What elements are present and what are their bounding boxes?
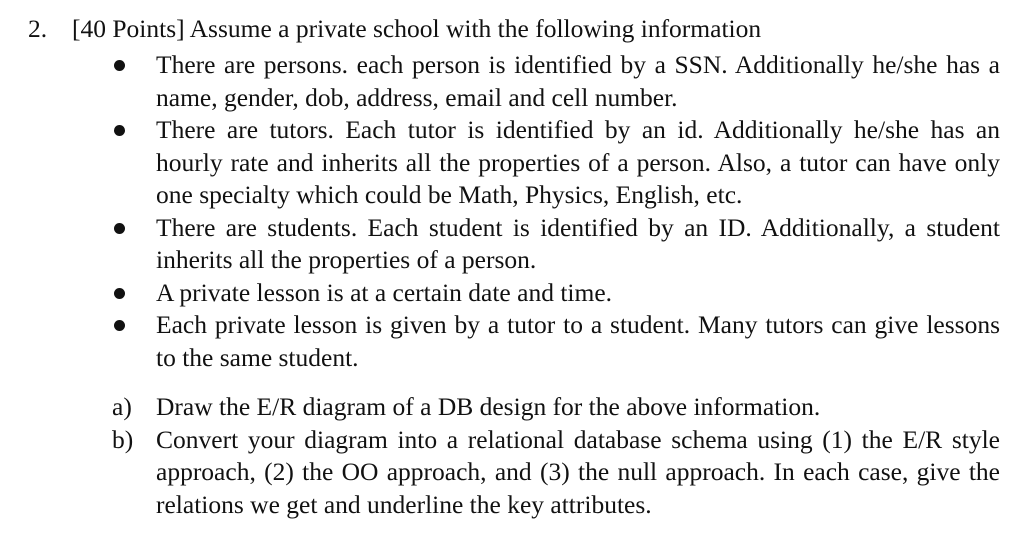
subpart-text: Draw the E/R diagram of a DB design for the above information. bbox=[156, 392, 821, 421]
bullet-list bbox=[112, 49, 1000, 374]
bullet-text: There are tutors. Each tutor is identified by an id. Additionally he/she has an hourly rate and inherits all the properties of a person. Also, a tutor can have only one specialty which could be Math, Physics, English, etc. bbox=[156, 115, 1000, 209]
bullet-text: There are students. Each student is identified by an ID. Additionally, a student inherits all the properties of a person. bbox=[156, 212, 1000, 274]
bullet-item-tutors bbox=[112, 114, 1000, 212]
bullet-item-lesson-given bbox=[112, 309, 1000, 374]
bullet-dot-icon bbox=[114, 288, 125, 299]
subpart-list bbox=[112, 391, 1000, 521]
question-number: 2. bbox=[28, 14, 48, 43]
bullet-text: Each private lesson is given by a tutor to a student. Many tutors can give lessons to the same student. bbox=[156, 310, 1000, 372]
subpart-text: Convert your diagram into a relational database schema using (1) the E/R style approach, (2) the OO approach, and (3) the null approach. In each case, give the relations we get and underline the key attributes. bbox=[156, 424, 1000, 519]
bullet-dot-icon bbox=[114, 320, 125, 331]
bullet-item-persons bbox=[112, 49, 1000, 114]
bullet-item-students bbox=[112, 212, 1000, 277]
bullet-item-lesson-time bbox=[112, 277, 1000, 310]
subpart-a bbox=[112, 391, 1000, 424]
subpart-b bbox=[112, 424, 1000, 522]
bullet-text: There are persons. each person is identified by a SSN. Additionally he/she has a name, gender, dob, address, email and cell number. bbox=[156, 50, 1000, 112]
bullet-dot-icon bbox=[114, 223, 125, 234]
bullet-text: A private lesson is at a certain date and time. bbox=[156, 277, 613, 307]
question-heading bbox=[28, 13, 761, 45]
bullet-dot-icon bbox=[114, 125, 125, 136]
question-title: [40 Points] Assume a private school with the following information bbox=[72, 14, 762, 43]
subpart-label: a) bbox=[112, 392, 132, 421]
bullet-dot-icon bbox=[114, 60, 125, 71]
subpart-label: b) bbox=[112, 424, 134, 454]
